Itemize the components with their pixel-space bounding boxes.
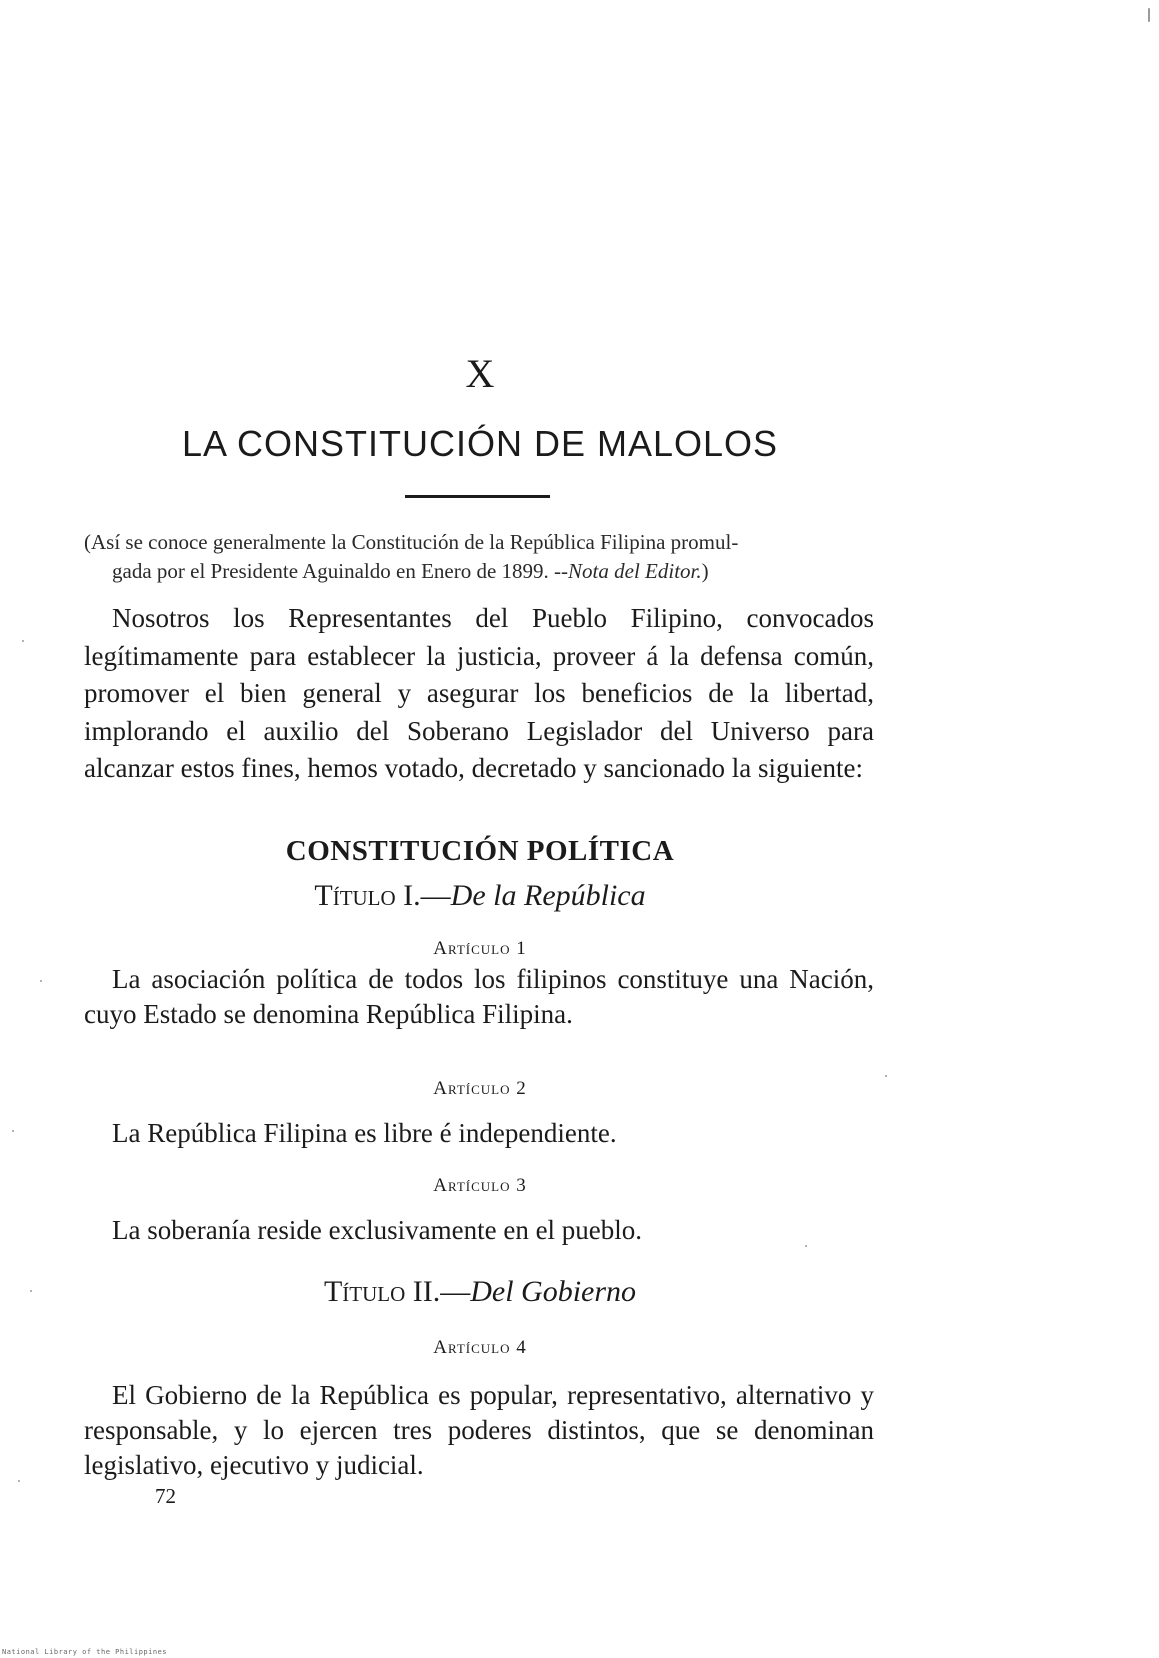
scan-speck	[885, 1075, 887, 1077]
chapter-number: X	[465, 351, 495, 396]
article-2-heading: Artículo 2	[433, 1078, 527, 1099]
chapter-title: LA CONSTITUCIÓN DE MALOLOS	[181, 423, 779, 464]
article-3-body	[84, 1213, 874, 1248]
article-4-body	[84, 1378, 874, 1483]
editor-note-close: )	[701, 559, 709, 583]
scan-speck	[12, 1130, 14, 1132]
scan-speck	[22, 640, 24, 642]
article-3-heading: Artículo 3	[433, 1175, 527, 1196]
titulo-1-heading	[0, 879, 960, 913]
preamble	[84, 600, 874, 788]
title-divider	[405, 495, 550, 498]
article-1-heading: Artículo 1	[433, 938, 527, 959]
titulo-label: Título II.—	[323, 1275, 471, 1308]
titulo-subject: De la República	[450, 879, 646, 912]
article-1-body	[84, 962, 874, 1032]
titulo-label: Título I.—	[314, 879, 451, 912]
editor-note-attribution: --Nota del Editor.	[554, 559, 702, 583]
editor-note-text: gada por el Presidente Aguinaldo en Enero de 1899.	[112, 559, 555, 583]
page-number: 72	[155, 1484, 176, 1508]
article-4-text: El Gobierno de la República es popular, representativo, alternativo y responsable, y lo ejercen tres poderes distintos, que se denominan legislativo, ejecutivo y judicial.	[84, 1380, 874, 1480]
editor-note	[84, 528, 874, 586]
scan-speck	[18, 1480, 20, 1482]
article-2-body	[84, 1116, 874, 1151]
article-3-text: La soberanía reside exclusivamente en el pueblo.	[112, 1215, 643, 1245]
scan-footer: National Library of the Philippines	[2, 1648, 168, 1656]
article-4-heading: Artículo 4	[433, 1337, 527, 1358]
editor-note-line-2	[84, 557, 874, 586]
constitution-heading: CONSTITUCIÓN POLÍTICA	[285, 835, 675, 867]
scan-speck	[30, 1290, 32, 1292]
article-2-text: La República Filipina es libre é independiente.	[112, 1118, 617, 1148]
preamble-text: Nosotros los Representantes del Pueblo Filipino, convocados legítimamente para establecer la justicia, proveer á la defensa común, promover el bien general y asegurar los beneficios de la libertad, implorando el auxilio del Soberano Legislador del Universo para alcanzar estos fines, hemos votado, decretado y sancionado la siguiente:	[84, 603, 874, 783]
scan-speck	[40, 980, 42, 982]
titulo-2-heading	[0, 1275, 960, 1309]
scan-speck	[1148, 8, 1150, 22]
editor-note-line-1: (Así se conoce generalmente la Constitución de la República Filipina promul-	[84, 530, 739, 554]
scan-speck	[805, 1245, 807, 1247]
titulo-subject: Del Gobierno	[470, 1275, 637, 1308]
article-1-text: La asociación política de todos los filipinos constituye una Nación, cuyo Estado se denomina República Filipina.	[84, 964, 874, 1029]
